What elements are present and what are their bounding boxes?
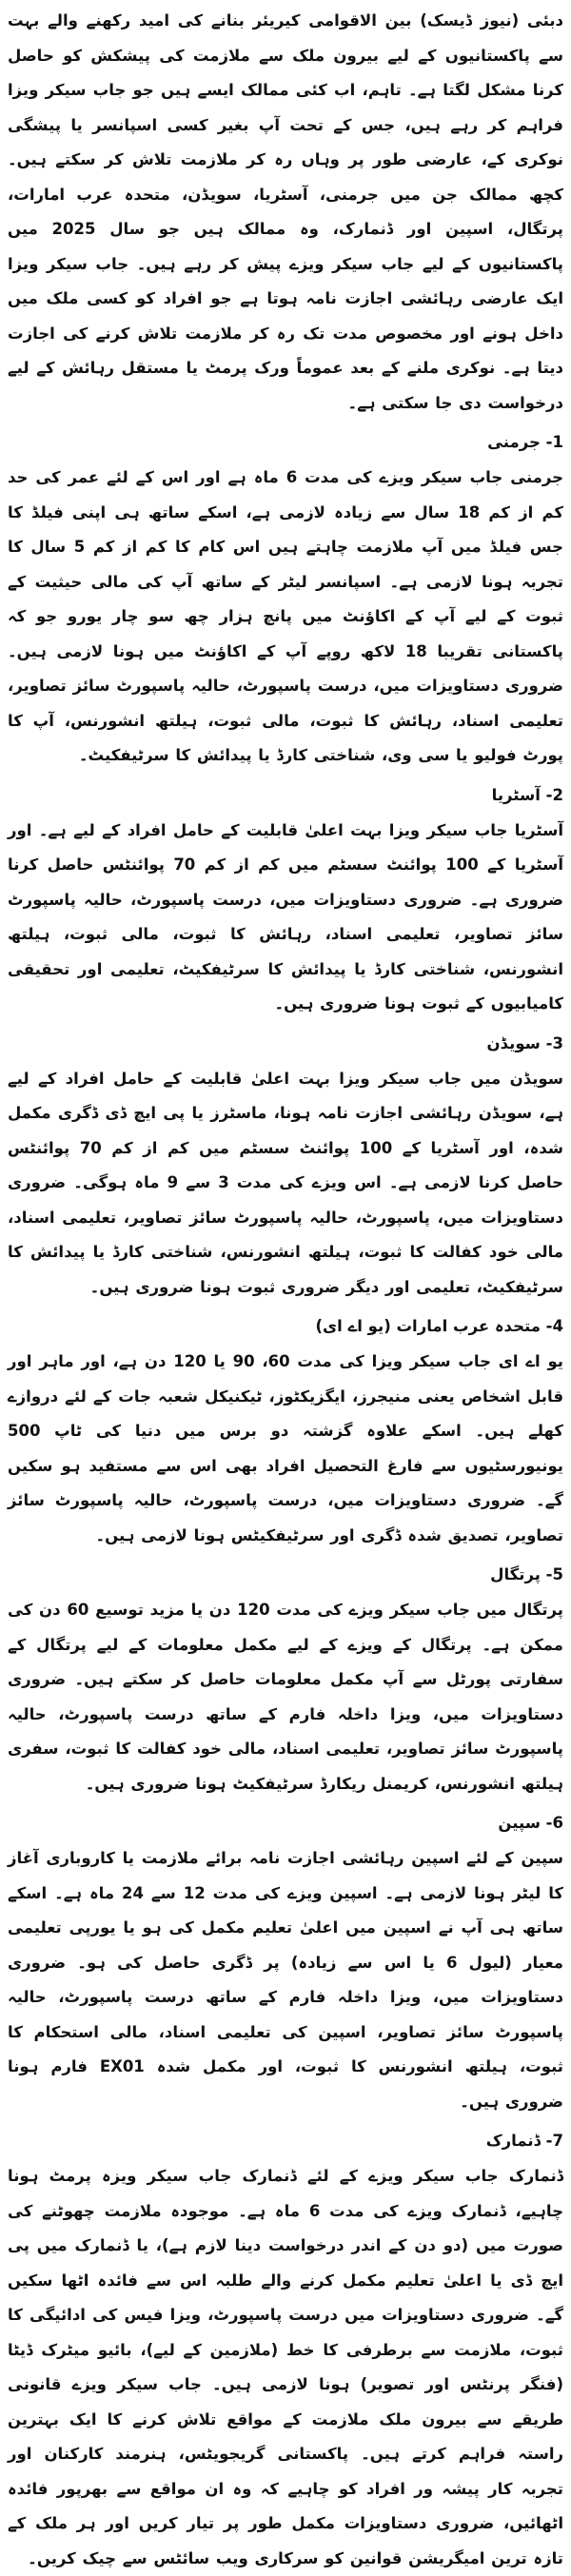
section-heading: 4- متحدہ عرب امارات (یو اے ای) [315, 1317, 563, 1335]
section-heading: 7- ڈنمارک [485, 2132, 563, 2150]
section-denmark [8, 2125, 563, 2576]
intro-paragraph: دبئی (نیوز ڈیسک) بین الاقوامی کیریئر بنانے کی امید رکھنے والے بہت سے پاکستانیوں کے لیے بیرون ملک سے ملازمت کی پیشکش کو حاصل کرنا مشکل لگتا ہے۔ تاہم، اب کئی ممالک ایسے ہیں جو جاب سیکر ویزا فراہم کر رہے ہیں، جس کے تحت آپ بغیر کسی اسپانسر یا پیشگی نوکری کے، عارضی طور پر وہاں رہ کر ملازمت تلاش کر سکتے ہیں۔ کچھ ممالک جن میں جرمنی، آسٹریا، سویڈن، متحدہ عرب امارات، پرتگال، اسپین اور ڈنمارک، وہ ممالک ہیں جو سال 2025 میں پاکستانیوں کے لیے جاب سیکر ویزے پیش کر رہے ہیں۔ جاب سیکر ویزا ایک عارضی رہائشی اجازت نامہ ہوتا ہے جو افراد کو کسی ملک میں داخل ہونے اور مخصوص مدت تک رہ کر ملازمت تلاش کرنے کی اجازت دیتا ہے۔ نوکری ملنے کے بعد عموماً ورک پرمٹ یا مستقل رہائش کے لیے درخواست دی جا سکتی ہے۔ [8, 11, 563, 412]
section-body: سپین کے لئے اسپین رہائشی اجازت نامہ برائے ملازمت یا کاروباری آغاز کا لیٹر ہونا لازمی ہے۔ اسپین ویزے کی مدت 12 سے 24 ماہ ہے۔ اسکے ساتھ ہی آپ نے اسپین میں اعلیٰ تعلیم مکمل کی ہو یا یورپی تعلیمی معیار (لیول 6 یا اس سے زیادہ) پر ڈگری حاصل کی ہو۔ ضروری دستاویزات میں، ویزا داخلہ فارم کے ساتھ درست پاسپورٹ، حالیہ پاسپورٹ سائز تصاویر، اسپین کی تعلیمی اسناد، مالی استحکام کا ثبوت، ہیلتھ انشورنس کا ثبوت، اور مکمل شدہ EX01 فارم ہونا ضروری ہیں۔ [8, 1849, 563, 2111]
section-body: جرمنی جاب سیکر ویزے کی مدت 6 ماہ ہے اور اس کے لئے عمر کی حد کم از کم 18 سال سے زیادہ لازمی ہے، اسکے ساتھ ہی اپنی فیلڈ کا جس فیلڈ میں آپ ملازمت چاہتے ہیں اس کام کا کم از کم 5 سال کا تجربہ ہونا لازمی ہے۔ اسپانسر لیٹر کے ساتھ آپ کی مالی حیثیت کے ثبوت کے لیے آپ کے اکاؤنٹ میں پانچ ہزار چھ سو چار یورو جو کہ پاکستانی تقریبا 18 لاکھ روپے آپ کے اکاؤنٹ میں ہونا لازمی ہیں۔ ضروری دستاویزات میں، درست پاسپورٹ، حالیہ پاسپورٹ سائز تصاویر، تعلیمی اسناد، رہائش کا ثبوت، مالی ثبوت، ہیلتھ انشورنس، آپ کا پورٹ فولیو یا سی وی، شناختی کارڈ یا پیدائش کا سرٹیفکیٹ۔ [8, 468, 563, 764]
section-heading: 2- آسٹریا [491, 785, 563, 804]
section-spain [8, 1807, 563, 2119]
section-body: پرتگال میں جاب سیکر ویزے کی مدت 120 دن یا مزید توسیع 60 دن کی ممکن ہے۔ پرتگال کے ویزے کے لیے مکمل معلومات کے لیے پرتگال کے سفارتی پورٹل سے آپ مکمل معلومات حاصل کر سکتے ہیں۔ ضروری دستاویزات میں، ویزا داخلہ فارم کے ساتھ درست پاسپورٹ، حالیہ پاسپورٹ سائز تصاویر، تعلیمی اسناد، مالی خود کفالت کا ثبوت، سفری ہیلتھ انشورنس، کریمنل ریکارڈ سرٹیفکیٹ ہونا ضروری ہیں۔ [8, 1601, 563, 1793]
section-uae [8, 1310, 563, 1553]
section-heading: 3- سویڈن [486, 1033, 563, 1052]
section-body: آسٹریا جاب سیکر ویزا بہت اعلیٰ قابلیت کے حامل افراد کے لیے ہے۔ اور آسٹریا کے 100 پوائنٹ سسٹم میں کم از کم 70 پوائنٹس حاصل کرنا ضروری ہے۔ ضروری دستاویزات میں، درست پاسپورٹ، حالیہ پاسپورٹ سائز تصاویر، تعلیمی اسناد، رہائش کا ثبوت، مالی ثبوت، ہیلتھ انشورنس، شناختی کارڈ یا پیدائش کا سرٹیفکیٹ، تعلیمی اور تحقیقی کامیابیوں کے ثبوت ہونا ضروری ہیں۔ [8, 820, 563, 1013]
section-germany [8, 426, 563, 774]
section-body: یو اے ای جاب سیکر ویزا کی مدت 60، 90 یا 120 دن ہے، اور ماہر اور قابل اشخاص یعنی منیجرز، ایگزیکٹوز، ٹیکنیکل شعبہ جات کے لئے دروازے کھلے ہیں۔ اسکے علاوہ گزشتہ دو برس میں دنیا کی ٹاپ 500 یونیورسٹیوں سے فارغ التحصیل افراد بھی اس سے مستفید ہو سکیں گے۔ ضروری دستاویزات میں، درست پاسپورٹ، حالیہ پاسپورٹ سائز تصاویر، تصدیق شدہ ڈگری اور سرٹیفکیٹس ہونا لازمی ہیں۔ [8, 1352, 564, 1544]
section-heading: 5- پرتگال [490, 1565, 563, 1583]
section-heading: 1- جرمنی [487, 433, 563, 451]
section-austria [8, 779, 563, 1022]
section-portugal [8, 1559, 563, 1801]
section-body: سویڈن میں جاب سیکر ویزا بہت اعلیٰ قابلیت کے حامل افراد کے لیے ہے، سویڈن رہائشی اجازت نامہ ہونا، ماسٹرز یا پی ایچ ڈی ڈگری مکمل شدہ، اور آسٹریا کے 100 پوائنٹ سسٹم میں کم از کم 70 پوائنٹس حاصل کرنا لازمی ہے۔ اس ویزے کی مدت 3 سے 9 ماہ ہوگی۔ ضروری دستاویزات میں، پاسپورٹ، حالیہ پاسپورٹ سائز تصاویر، تعلیمی اسناد، مالی خود کفالت کا ثبوت، ہیلتھ انشورنس، شناختی کارڈ یا پیدائش کا سرٹیفکیٹ، تعلیمی اور دیگر ضروری ثبوت ہونا ضروری ہیں۔ [8, 1069, 563, 1296]
section-sweden [8, 1028, 563, 1306]
section-body: ڈنمارک جاب سیکر ویزے کے لئے ڈنمارک جاب سیکر ویزہ پرمٹ ہونا چاہیے، ڈنمارک ویزے کی مدت 6 ماہ ہے۔ موجودہ ملازمت چھوٹنے کی صورت میں (دو دن کے اندر درخواست دینا لازم ہے)، یا ڈنمارک میں پی ایچ ڈی یا اعلیٰ تعلیم مکمل کرنے والے طلبہ اس سے فائدہ اٹھا سکیں گے۔ ضروری دستاویزات میں درست پاسپورٹ، ویزا فیس کی ادائیگی کا ثبوت، ملازمت سے برطرفی کا خط (ملازمین کے لیے)، بائیو میٹرک ڈیٹا (فنگر پرنٹس اور تصویر) ہونا لازمی ہیں۔ جاب سیکر ویزے قانونی طریقے سے بیرون ملک ملازمت کے مواقع تلاش کرنے کا ایک بہترین راستہ فراہم کرتے ہیں۔ پاکستانی گریجویٹس، ہنرمند کارکنان اور تجربہ کار پیشہ ور افراد کو چاہیے کہ وہ ان مواقع سے بھرپور فائدہ اٹھائیں، ضروری دستاویزات مکمل طور پر تیار کریں اور ہر ملک کے تازہ ترین امیگریشن قوانین کو سرکاری ویب سائٹس سے چیک کریں۔ [8, 2167, 563, 2567]
section-heading: 6- سپین [498, 1814, 563, 1832]
